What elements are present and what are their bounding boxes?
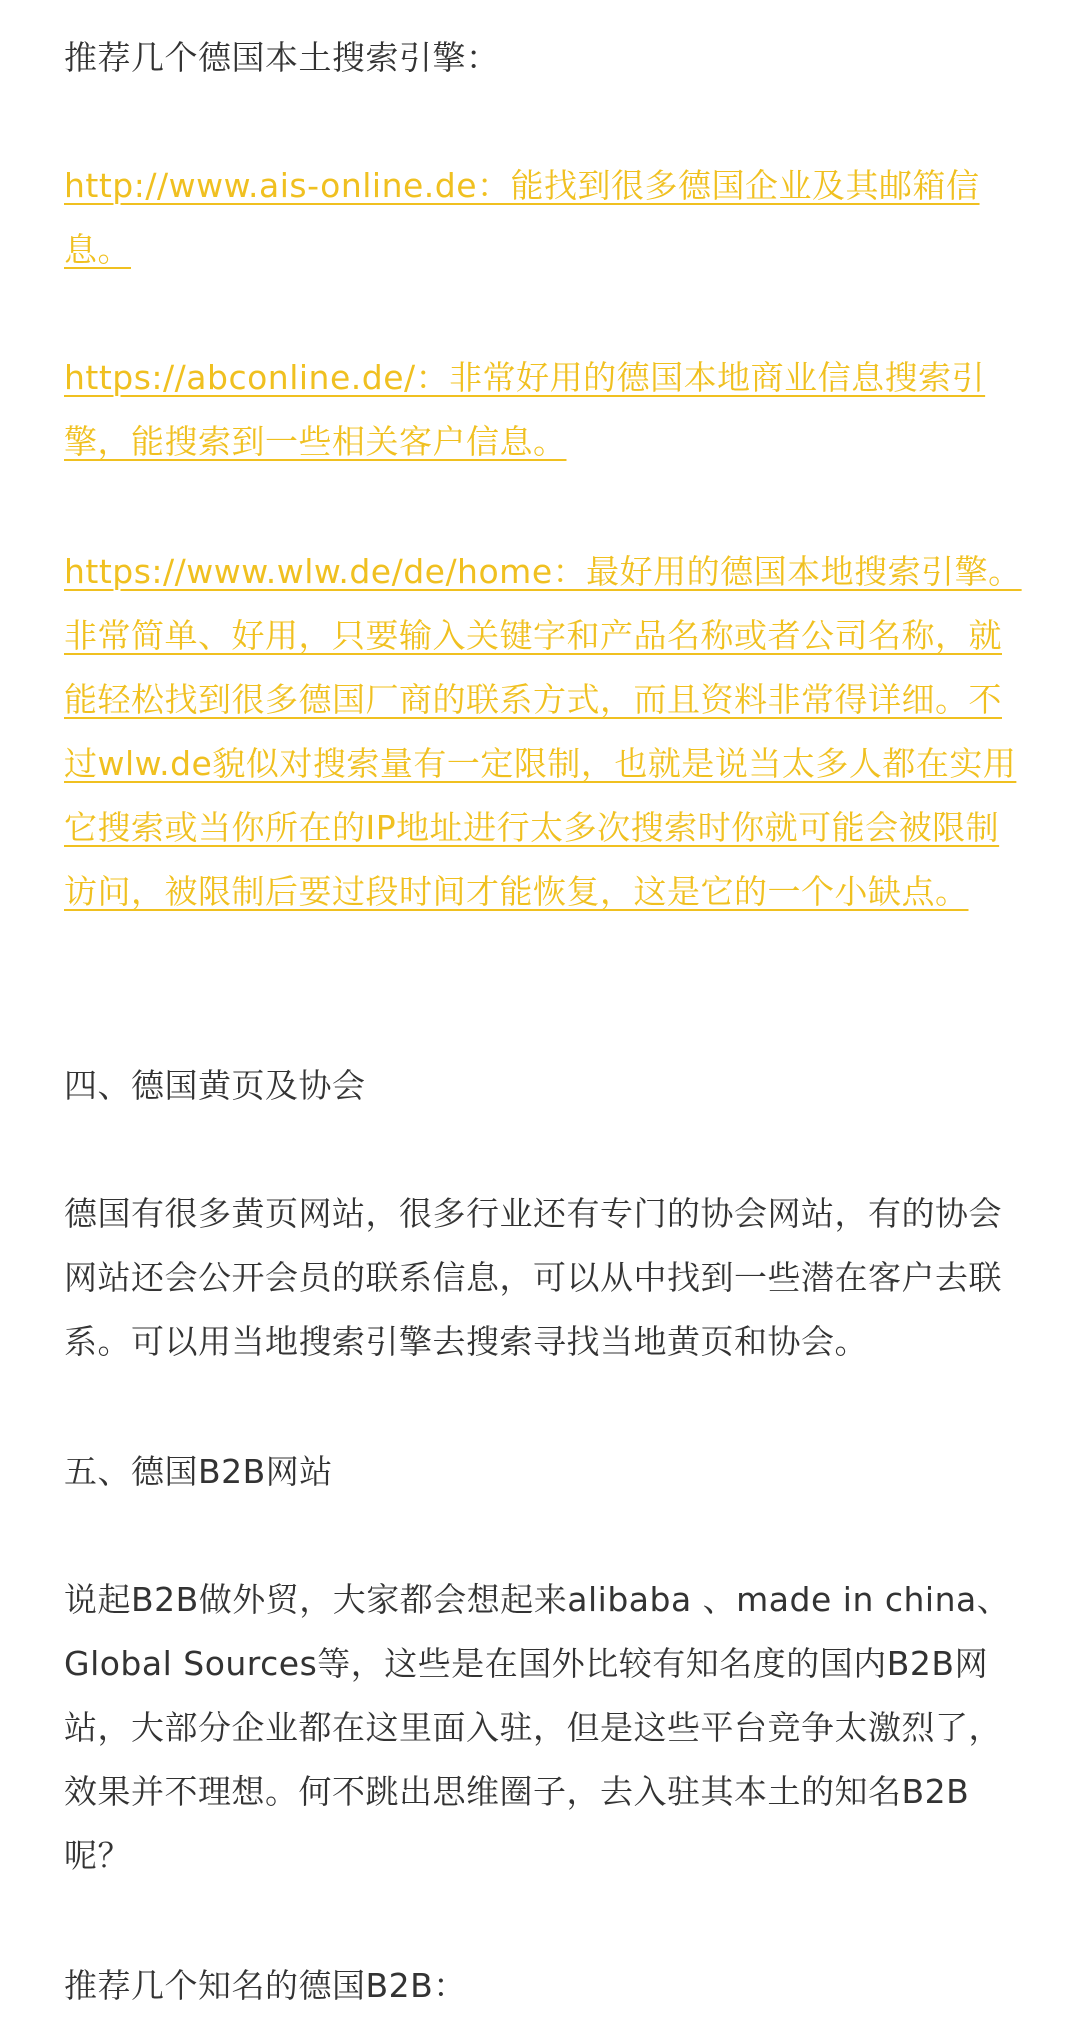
section-heading-b2b: 五、德国B2B网站 (64, 1452, 333, 1491)
section-heading-yellow-pages: 四、德国黄页及协会 (64, 1066, 366, 1105)
paragraph-b2b: 说起B2B做外贸，大家都会想起来alibaba 、made in china、Global Sources等，这些是在国外比较有知名度的国内B2B网站，大部分企业都在这里面入驻，但是这些平台竞争太激烈了，效果并不理想。何不跳出思维圈子，去入驻其本土的知名B2B呢？ (64, 1580, 1011, 1875)
intro-b2b-list: 推荐几个知名的德国B2B： (64, 1966, 467, 2005)
link-ais-online[interactable]: http://www.ais-online.de：能找到很多德国企业及其邮箱信息。 (64, 166, 980, 269)
paragraph-yellow-pages: 德国有很多黄页网站，很多行业还有专门的协会网站，有的协会网站还会公开会员的联系信息，可以从中找到一些潜在客户去联系。可以用当地搜索引擎去搜索寻找当地黄页和协会。 (64, 1194, 1002, 1361)
link-wlw[interactable]: https://www.wlw.de/de/home：最好用的德国本地搜索引擎。非常简单、好用，只要输入关键字和产品名称或者公司名称，就能轻松找到很多德国厂商的联系方式，而且资料非常得详细。不过wlw.de貌似对搜索量有一定限制，也就是说当太多人都在实用它搜索或当你所在的IP地址进行太多次搜索时你就可能会被限制访问，被限制后要过段时间才能恢复，这是它的一个小缺点。 (64, 552, 1022, 911)
intro-search-engines: 推荐几个德国本土搜索引擎： (64, 38, 500, 77)
link-abconline[interactable]: https://abconline.de/：非常好用的德国本地商业信息搜索引擎，能搜索到一些相关客户信息。 (64, 358, 986, 461)
